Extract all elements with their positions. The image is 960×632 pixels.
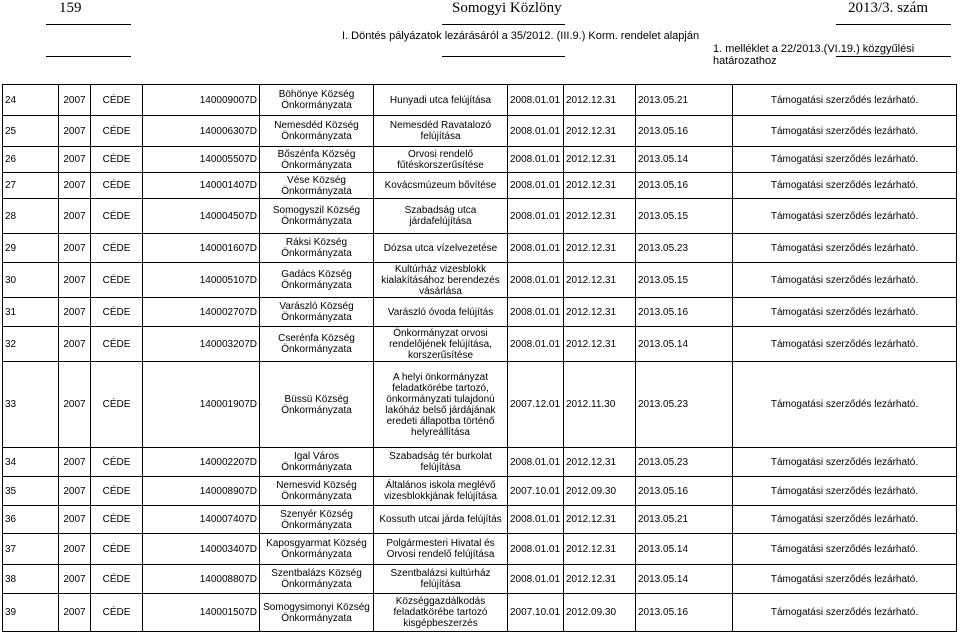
row-number: 32 — [3, 327, 59, 362]
source-cell: CÉDE — [91, 477, 143, 506]
closing-date-cell: 2013.05.14 — [636, 534, 733, 565]
end-date-cell: 2012.12.31 — [564, 534, 636, 565]
beneficiary-cell: Szenyér Község Önkormányzata — [260, 506, 374, 534]
start-date-cell: 2008.01.01 — [508, 448, 564, 477]
subtitle-rule-right — [836, 56, 951, 57]
closing-date-cell: 2013.05.16 — [636, 298, 733, 327]
beneficiary-cell: Szentbalázs Község Önkormányzata — [260, 565, 374, 594]
source-cell: CÉDE — [91, 534, 143, 565]
project-id-cell: 140002207D — [143, 448, 260, 477]
end-date-cell: 2012.12.31 — [564, 234, 636, 263]
page-number: 159 — [59, 0, 82, 16]
closing-date-cell: 2013.05.23 — [636, 234, 733, 263]
year-cell: 2007 — [59, 116, 91, 147]
project-id-cell: 140008907D — [143, 477, 260, 506]
project-goal-cell: Szabadság tér burkolat felújítása — [374, 448, 508, 477]
end-date-cell: 2012.12.31 — [564, 116, 636, 147]
start-date-cell: 2008.01.01 — [508, 147, 564, 173]
source-cell: CÉDE — [91, 199, 143, 234]
table-row — [3, 594, 957, 632]
year-cell: 2007 — [59, 199, 91, 234]
status-cell: Támogatási szerződés lezárható. — [733, 173, 957, 199]
issue-number: 2013/3. szám — [848, 0, 928, 16]
year-cell: 2007 — [59, 234, 91, 263]
start-date-cell: 2008.01.01 — [508, 85, 564, 116]
subtitle-rule-left — [46, 56, 131, 57]
start-date-cell: 2008.01.01 — [508, 506, 564, 534]
project-id-cell: 140001907D — [143, 362, 260, 448]
end-date-cell: 2012.09.30 — [564, 594, 636, 632]
row-number: 38 — [3, 565, 59, 594]
year-cell: 2007 — [59, 448, 91, 477]
project-goal-cell: Orvosi rendelő fűtéskorszerűsítése — [374, 147, 508, 173]
status-cell: Támogatási szerződés lezárható. — [733, 477, 957, 506]
table-row — [3, 565, 957, 594]
project-id-cell: 140008807D — [143, 565, 260, 594]
source-cell: CÉDE — [91, 362, 143, 448]
subtitle-rule-middle — [442, 56, 565, 57]
closing-date-cell: 2013.05.21 — [636, 506, 733, 534]
table-row — [3, 234, 957, 263]
source-cell: CÉDE — [91, 263, 143, 298]
row-number: 30 — [3, 263, 59, 298]
project-id-cell: 140001607D — [143, 234, 260, 263]
project-id-cell: 140007407D — [143, 506, 260, 534]
status-cell: Támogatási szerződés lezárható. — [733, 199, 957, 234]
grants-table — [2, 84, 957, 632]
table-row — [3, 147, 957, 173]
status-cell: Támogatási szerződés lezárható. — [733, 506, 957, 534]
table-row — [3, 327, 957, 362]
year-cell: 2007 — [59, 263, 91, 298]
closing-date-cell: 2013.05.15 — [636, 199, 733, 234]
beneficiary-cell: Kaposgyarmat Község Önkormányzata — [260, 534, 374, 565]
status-cell: Támogatási szerződés lezárható. — [733, 298, 957, 327]
beneficiary-cell: Cserénfa Község Önkormányzata — [260, 327, 374, 362]
beneficiary-cell: Bőszénfa Község Önkormányzata — [260, 147, 374, 173]
project-goal-cell: Kossuth utcai járda felújítás — [374, 506, 508, 534]
status-cell: Támogatási szerződés lezárható. — [733, 534, 957, 565]
table-row — [3, 506, 957, 534]
source-cell: CÉDE — [91, 116, 143, 147]
status-cell: Támogatási szerződés lezárható. — [733, 327, 957, 362]
beneficiary-cell: Varászló Község Önkormányzata — [260, 298, 374, 327]
project-id-cell: 140005507D — [143, 147, 260, 173]
project-goal-cell: Hunyadi utca felújítása — [374, 85, 508, 116]
end-date-cell: 2012.12.31 — [564, 147, 636, 173]
closing-date-cell: 2013.05.23 — [636, 448, 733, 477]
table-row — [3, 173, 957, 199]
row-number: 31 — [3, 298, 59, 327]
project-goal-cell: Kultúrház vizesblokk kialakításához berendezés vásárlása — [374, 263, 508, 298]
year-cell: 2007 — [59, 506, 91, 534]
project-goal-cell: Önkormányzat orvosi rendelőjének felújítása, korszerűsítése — [374, 327, 508, 362]
end-date-cell: 2012.12.31 — [564, 199, 636, 234]
source-cell: CÉDE — [91, 234, 143, 263]
source-cell: CÉDE — [91, 506, 143, 534]
source-cell: CÉDE — [91, 173, 143, 199]
project-goal-cell: Varászló óvoda felújítás — [374, 298, 508, 327]
start-date-cell: 2008.01.01 — [508, 173, 564, 199]
project-goal-cell: Polgármesteri Hivatal és Orvosi rendelő felújítása — [374, 534, 508, 565]
beneficiary-cell: Igal Város Önkormányzata — [260, 448, 374, 477]
row-number: 25 — [3, 116, 59, 147]
journal-title: Somogyi Közlöny — [452, 0, 562, 16]
row-number: 28 — [3, 199, 59, 234]
start-date-cell: 2007.10.01 — [508, 594, 564, 632]
end-date-cell: 2012.12.31 — [564, 85, 636, 116]
row-number: 34 — [3, 448, 59, 477]
closing-date-cell: 2013.05.16 — [636, 116, 733, 147]
beneficiary-cell: Nemesdéd Község Önkormányzata — [260, 116, 374, 147]
project-goal-cell: Szentbalázsi kultúrház felújítása — [374, 565, 508, 594]
project-id-cell: 140003207D — [143, 327, 260, 362]
status-cell: Támogatási szerződés lezárható. — [733, 147, 957, 173]
closing-date-cell: 2013.05.16 — [636, 594, 733, 632]
project-id-cell: 140003407D — [143, 534, 260, 565]
table-row — [3, 116, 957, 147]
header-rule-left — [46, 24, 131, 25]
year-cell: 2007 — [59, 85, 91, 116]
start-date-cell: 2007.10.01 — [508, 477, 564, 506]
row-number: 24 — [3, 85, 59, 116]
beneficiary-cell: Nemesvid Község Önkormányzata — [260, 477, 374, 506]
header-rule-middle — [442, 24, 565, 25]
closing-date-cell: 2013.05.23 — [636, 362, 733, 448]
row-number: 27 — [3, 173, 59, 199]
table-row — [3, 448, 957, 477]
annex-reference: 1. melléklet a 22/2013.(VI.19.) közgyűlési határozathoz — [713, 43, 915, 67]
closing-date-cell: 2013.05.15 — [636, 263, 733, 298]
source-cell: CÉDE — [91, 594, 143, 632]
project-goal-cell: Községgazdálkodás feladatkörébe tartozó kisgépbeszerzés — [374, 594, 508, 632]
status-cell: Támogatási szerződés lezárható. — [733, 565, 957, 594]
beneficiary-cell: Ráksi Község Önkormányzata — [260, 234, 374, 263]
start-date-cell: 2008.01.01 — [508, 263, 564, 298]
start-date-cell: 2008.01.01 — [508, 298, 564, 327]
status-cell: Támogatási szerződés lezárható. — [733, 263, 957, 298]
year-cell: 2007 — [59, 594, 91, 632]
year-cell: 2007 — [59, 534, 91, 565]
source-cell: CÉDE — [91, 298, 143, 327]
status-cell: Támogatási szerződés lezárható. — [733, 85, 957, 116]
project-id-cell: 140001407D — [143, 173, 260, 199]
start-date-cell: 2008.01.01 — [508, 199, 564, 234]
beneficiary-cell: Böhönye Község Önkormányzata — [260, 85, 374, 116]
end-date-cell: 2012.12.31 — [564, 263, 636, 298]
end-date-cell: 2012.12.31 — [564, 448, 636, 477]
status-cell: Támogatási szerződés lezárható. — [733, 234, 957, 263]
project-id-cell: 140006307D — [143, 116, 260, 147]
project-id-cell: 140004507D — [143, 199, 260, 234]
start-date-cell: 2008.01.01 — [508, 234, 564, 263]
source-cell: CÉDE — [91, 327, 143, 362]
end-date-cell: 2012.12.31 — [564, 565, 636, 594]
closing-date-cell: 2013.05.16 — [636, 477, 733, 506]
header-rule-right — [836, 24, 951, 25]
project-goal-cell: Kovácsmúzeum bővítése — [374, 173, 508, 199]
table-row — [3, 199, 957, 234]
closing-date-cell: 2013.05.16 — [636, 173, 733, 199]
end-date-cell: 2012.12.31 — [564, 298, 636, 327]
year-cell: 2007 — [59, 173, 91, 199]
source-cell: CÉDE — [91, 448, 143, 477]
row-number: 26 — [3, 147, 59, 173]
row-number: 36 — [3, 506, 59, 534]
year-cell: 2007 — [59, 477, 91, 506]
closing-date-cell: 2013.05.21 — [636, 85, 733, 116]
beneficiary-cell: Gadács Község Önkormányzata — [260, 263, 374, 298]
row-number: 35 — [3, 477, 59, 506]
source-cell: CÉDE — [91, 565, 143, 594]
project-goal-cell: Szabadság utca járdafelújítása — [374, 199, 508, 234]
end-date-cell: 2012.11.30 — [564, 362, 636, 448]
beneficiary-cell: Büssü Község Önkormányzata — [260, 362, 374, 448]
row-number: 33 — [3, 362, 59, 448]
project-goal-cell: Általános iskola meglévő vizesblokkjának felújítása — [374, 477, 508, 506]
project-goal-cell: Nemesdéd Ravatalozó felújítása — [374, 116, 508, 147]
end-date-cell: 2012.12.31 — [564, 506, 636, 534]
project-id-cell: 140005107D — [143, 263, 260, 298]
row-number: 37 — [3, 534, 59, 565]
start-date-cell: 2008.01.01 — [508, 327, 564, 362]
table-row — [3, 534, 957, 565]
year-cell: 2007 — [59, 147, 91, 173]
decision-subtitle: I. Döntés pályázatok lezárásáról a 35/2012. (III.9.) Korm. rendelet alapján — [342, 30, 700, 42]
source-cell: CÉDE — [91, 147, 143, 173]
year-cell: 2007 — [59, 362, 91, 448]
end-date-cell: 2012.12.31 — [564, 327, 636, 362]
project-goal-cell: Dózsa utca vízelvezetése — [374, 234, 508, 263]
project-goal-cell: A helyi önkormányzat feladatkörébe tartozó, önkormányzati tulajdonú lakóház belső járdájának eredeti állapotba történő helyreállítása — [374, 362, 508, 448]
table-row — [3, 362, 957, 448]
closing-date-cell: 2013.05.14 — [636, 327, 733, 362]
beneficiary-cell: Somogyszil Község Önkormányzata — [260, 199, 374, 234]
end-date-cell: 2012.12.31 — [564, 173, 636, 199]
table-row — [3, 85, 957, 116]
table-row — [3, 263, 957, 298]
project-id-cell: 140001507D — [143, 594, 260, 632]
project-id-cell: 140002707D — [143, 298, 260, 327]
source-cell: CÉDE — [91, 85, 143, 116]
status-cell: Támogatási szerződés lezárható. — [733, 116, 957, 147]
year-cell: 2007 — [59, 298, 91, 327]
row-number: 39 — [3, 594, 59, 632]
table-row — [3, 298, 957, 327]
row-number: 29 — [3, 234, 59, 263]
year-cell: 2007 — [59, 565, 91, 594]
beneficiary-cell: Somogysimonyi Község Önkormányzata — [260, 594, 374, 632]
closing-date-cell: 2013.05.14 — [636, 147, 733, 173]
year-cell: 2007 — [59, 327, 91, 362]
status-cell: Támogatási szerződés lezárható. — [733, 362, 957, 448]
table-row — [3, 477, 957, 506]
status-cell: Támogatási szerződés lezárható. — [733, 448, 957, 477]
project-id-cell: 140009007D — [143, 85, 260, 116]
beneficiary-cell: Vése Község Önkormányzata — [260, 173, 374, 199]
start-date-cell: 2008.01.01 — [508, 116, 564, 147]
closing-date-cell: 2013.05.14 — [636, 565, 733, 594]
start-date-cell: 2008.01.01 — [508, 565, 564, 594]
end-date-cell: 2012.09.30 — [564, 477, 636, 506]
start-date-cell: 2007.12.01 — [508, 362, 564, 448]
status-cell: Támogatási szerződés lezárható. — [733, 594, 957, 632]
start-date-cell: 2008.01.01 — [508, 534, 564, 565]
